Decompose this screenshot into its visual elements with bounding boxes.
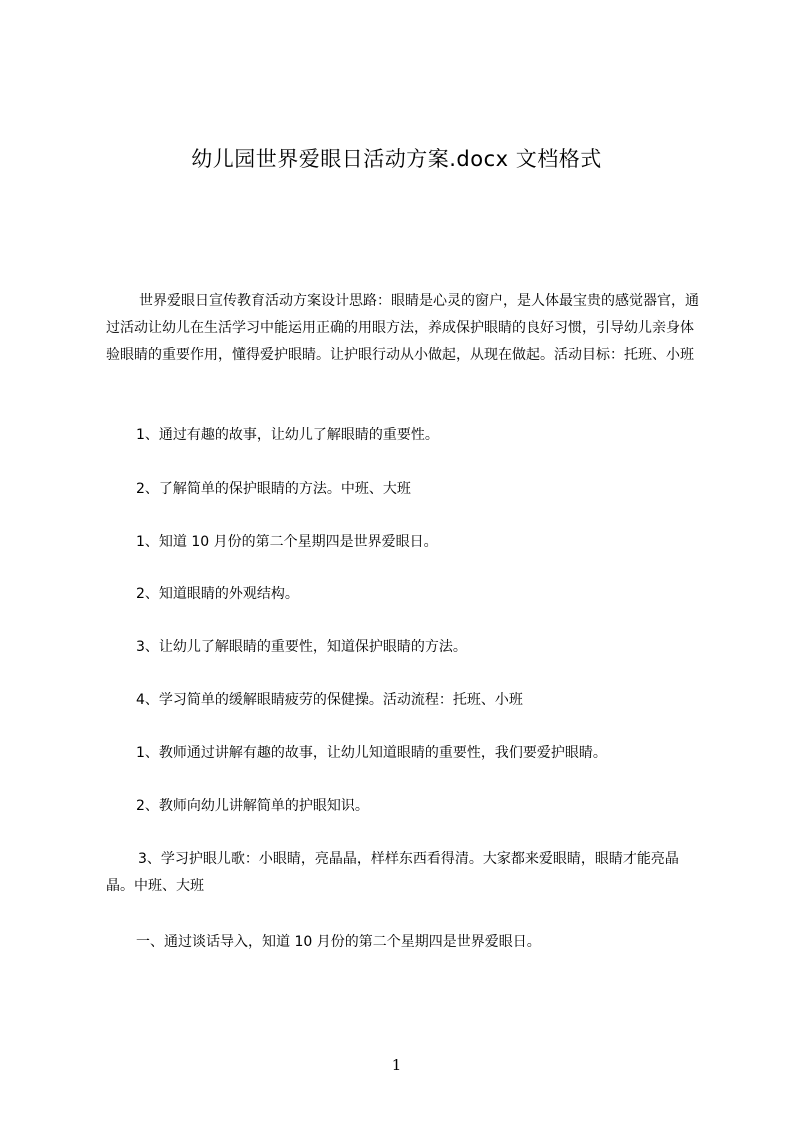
page-number: 1 [391,1056,402,1074]
list-item: 3、学习护眼儿歌：小眼睛，亮晶晶，样样东西看得清。大家都来爱眼睛，眼睛才能亮晶晶。中班、大班 [106,851,679,894]
list-item: 2、了解简单的保护眼睛的方法。中班、大班 [136,481,411,497]
list-item: 一、通过谈话导入，知道 10 月份的第二个星期四是世界爱眼日。 [136,934,541,950]
list-item: 1、通过有趣的故事，让幼儿了解眼睛的重要性。 [136,427,439,443]
list-item: 2、教师向幼儿讲解简单的护眼知识。 [136,798,369,814]
list-item: 1、知道 10 月份的第二个星期四是世界爱眼日。 [136,534,438,550]
list-item: 1、教师通过讲解有趣的故事，让幼儿知道眼睛的重要性，我们要爱护眼睛。 [136,745,607,761]
document-title: 幼儿园世界爱眼日活动方案.docx 文档格式 [191,147,602,171]
list-item: 4、学习简单的缓解眼睛疲劳的保健操。活动流程：托班、小班 [136,692,523,708]
list-item: 2、知道眼睛的外观结构。 [136,586,299,602]
intro-paragraph: 世界爱眼日宣传教育活动方案设计思路：眼睛是心灵的窗户，是人体最宝贵的感觉器官，通过活动让幼儿在生活学习中能运用正确的用眼方法，养成保护眼睛的良好习惯，引导幼儿亲身体验眼睛的重要作用，懂得爱护眼睛。让护眼行动从小做起，从现在做起。活动目标：托班、小班 [106,293,699,363]
list-item: 3、让幼儿了解眼睛的重要性，知道保护眼睛的方法。 [136,639,467,655]
